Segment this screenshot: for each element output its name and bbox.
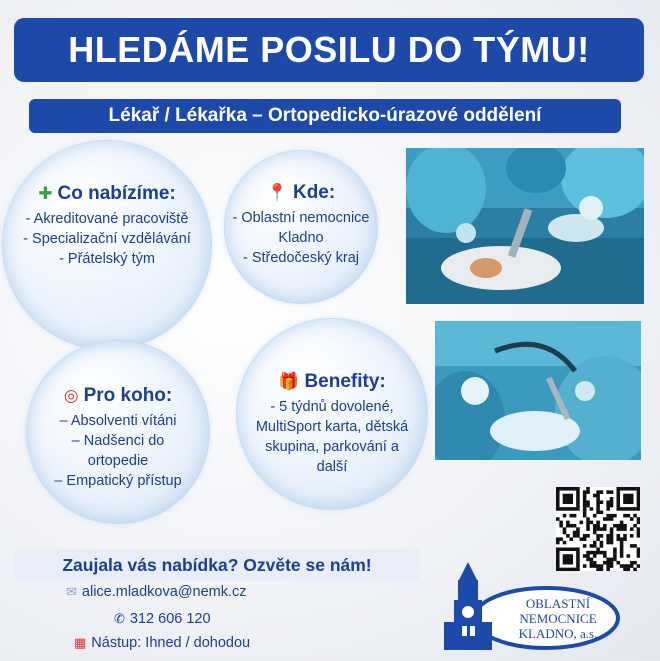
email-link[interactable]: alice.mladkova@nemk.cz (81, 584, 247, 600)
headline-banner (14, 18, 644, 82)
offer-item: - Specializační vzdělávání (23, 231, 191, 247)
call-to-action-text: Zaujala vás nabídka? Ozvěte se nám! (62, 555, 372, 575)
offer-item: - Akreditované pracoviště (25, 211, 189, 227)
email-line (66, 584, 247, 600)
start-line (74, 635, 250, 651)
qr-code[interactable] (556, 487, 640, 571)
who-bubble (26, 340, 210, 524)
offer-bubble (2, 140, 212, 350)
puzzle-icon: ✚ (38, 184, 53, 203)
phone-number[interactable]: 312 606 120 (129, 611, 211, 627)
target-icon: ◎ (63, 386, 79, 405)
who-title: Pro koho: (83, 385, 173, 406)
where-bubble (224, 150, 378, 304)
offer-heading (3, 183, 211, 205)
logo-line-2: NEMOCNICE (519, 611, 597, 626)
benefits-heading (237, 371, 427, 393)
envelope-icon: ✉ (66, 584, 77, 599)
where-item: - Středočeský kraj (242, 250, 360, 266)
logo-line-3: KLADNO, a.s. (518, 626, 598, 641)
where-item: - Oblastní nemocnice (232, 210, 370, 226)
benefits-item: MultiSport karta, dětská (255, 419, 409, 435)
benefits-item: skupina, parkování a (265, 439, 399, 455)
gift-icon: 🎁 (278, 372, 300, 391)
who-item: – Empatický přístup (54, 473, 182, 489)
headline-text: HLEDÁME POSILU DO TÝMU! (68, 29, 590, 70)
where-title: Kde: (292, 182, 336, 203)
surgery-photo-top (406, 148, 644, 304)
benefits-item: další (316, 459, 348, 475)
logo-line-1: OBLASTNÍ (525, 596, 591, 611)
hospital-logo (436, 560, 620, 656)
where-item: Kladno (278, 230, 324, 246)
who-item: ortopedie (87, 453, 149, 469)
where-heading (225, 182, 377, 204)
start-text: Nástup: Ihned / dohodou (91, 635, 251, 651)
position-text: Lékař / Lékařka – Ortopedicko-úrazové oddělení (108, 105, 542, 126)
offer-title: Co nabízíme: (57, 183, 176, 204)
surgery-photo-bottom (435, 321, 641, 460)
who-item: – Nadšenci do (71, 433, 165, 449)
who-item: – Absolventi vítáni (59, 413, 177, 429)
phone-line (114, 611, 211, 627)
benefits-bubble (236, 318, 428, 510)
benefits-item: - 5 týdnů dovolené, (270, 399, 394, 415)
benefits-title: Benefity: (304, 371, 386, 392)
calendar-icon: ▦ (74, 635, 87, 650)
phone-icon: ✆ (114, 611, 125, 626)
who-heading (27, 385, 209, 407)
offer-item: - Přátelský tým (59, 251, 155, 267)
call-to-action-banner (14, 549, 420, 581)
position-banner (29, 99, 621, 133)
location-pin-icon: 📍 (266, 183, 288, 202)
